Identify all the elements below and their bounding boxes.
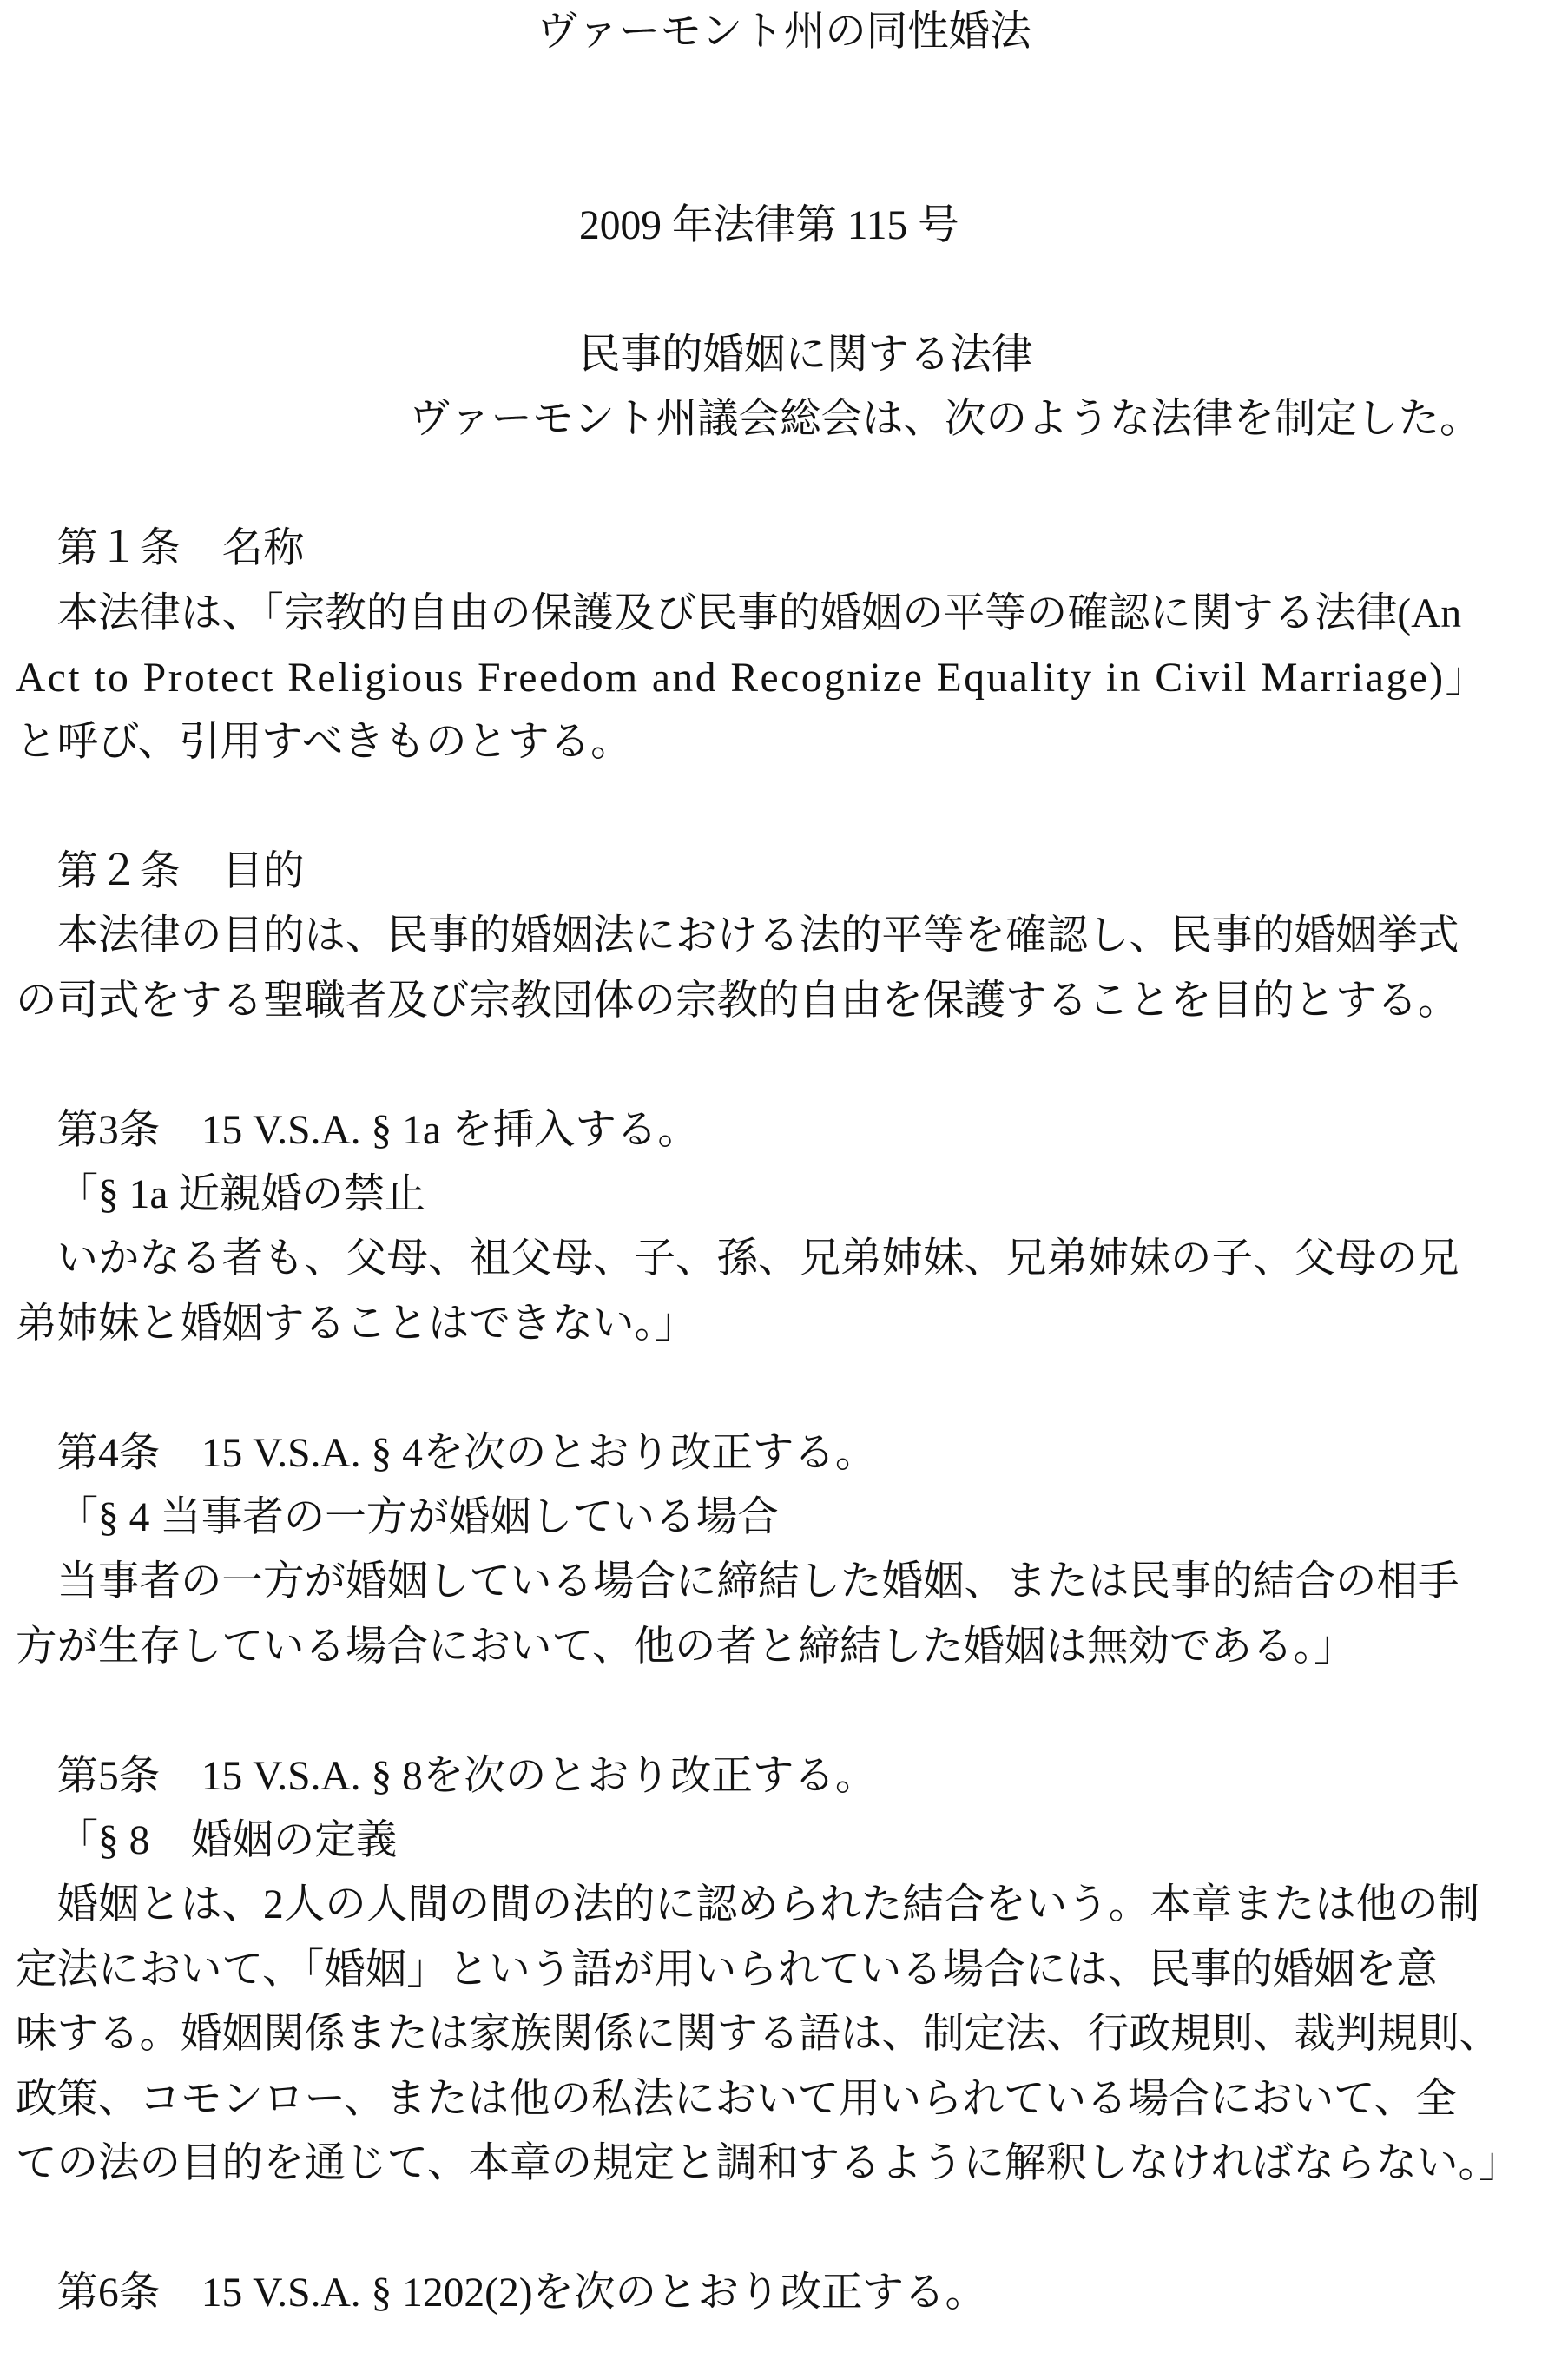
section-1: [16, 517, 1568, 775]
section-heading: 第4条 15 V.S.A. § 4を次のとおり改正する。: [56, 1430, 877, 1476]
section-5: [16, 1744, 1568, 2197]
section-line: 婚姻とは、2人の人間の間の法的に認められた結合をいう。本章または他の制: [56, 1882, 1480, 1928]
section-4: [16, 1421, 1568, 1680]
section-line: と呼び、引用すべきものとする。: [16, 720, 632, 766]
section-line: Act to Protect Religious Freedom and Recognize Equality in Civil Marriage)」: [16, 655, 1489, 701]
section-line: の司式をする聖職者及び宗教団体の宗教的自由を保護することを目的とする。: [16, 978, 1459, 1024]
law-name: 民事的婚姻に関する法律: [579, 332, 1033, 378]
section-line: 当事者の一方が婚姻している場合に締結した婚姻、または民事的結合の相手: [56, 1559, 1459, 1605]
section-line: 本法律の目的は、民事的婚姻法における法的平等を確認し、民事的婚姻挙式: [56, 913, 1459, 959]
section-heading: 第5条 15 V.S.A. § 8を次のとおり改正する。: [56, 1753, 877, 1799]
subsection-title: 「§ 1a 近親婚の禁止: [56, 1172, 426, 1218]
section-3: [16, 1098, 1568, 1357]
section-heading: 第6条 15 V.S.A. § 1202(2)を次のとおり改正する。: [56, 2270, 987, 2316]
section-heading: 第２条 目的: [56, 849, 305, 895]
subsection-title: 「§ 8 婚姻の定義: [56, 1817, 398, 1863]
document-title: ヴァーモント州の同性婚法: [537, 10, 1031, 55]
section-2: [16, 840, 1568, 1033]
section-6: [16, 2261, 1568, 2325]
section-heading: 第3条 15 V.S.A. § 1a を挿入する。: [56, 1107, 699, 1153]
section-line: 政策、コモンロー、または他の私法において用いられている場合において、全: [16, 2076, 1457, 2122]
section-heading: 第１条 名称: [56, 526, 305, 572]
section-line: ての法の目的を通じて、本章の規定と調和するように解釈しなければならない。」: [16, 2140, 1520, 2186]
section-line: 本法律は、「宗教的自由の保護及び民事的婚姻の平等の確認に関する法律(An: [56, 590, 1462, 636]
law-number: 2009 年法律第 115 号: [579, 203, 959, 249]
section-line: いかなる者も、父母、祖父母、子、孫、兄弟姉妹、兄弟姉妹の子、父母の兄: [56, 1236, 1459, 1282]
subsection-title: 「§ 4 当事者の一方が婚姻している場合: [56, 1495, 779, 1540]
section-line: 味する。婚姻関係または家族関係に関する語は、制定法、行政規則、裁判規則、: [16, 2012, 1500, 2058]
section-line: 弟姉妹と婚姻することはできない。」: [16, 1301, 696, 1347]
enactment-clause: ヴァーモント州議会総会は、次のような法律を制定した。: [409, 397, 1481, 443]
section-line: 定法において、「婚姻」という語が用いられている場合には、民事的婚姻を意: [16, 1947, 1438, 1993]
section-line: 方が生存している場合において、他の者と締結した婚姻は無効である。」: [16, 1624, 1355, 1670]
